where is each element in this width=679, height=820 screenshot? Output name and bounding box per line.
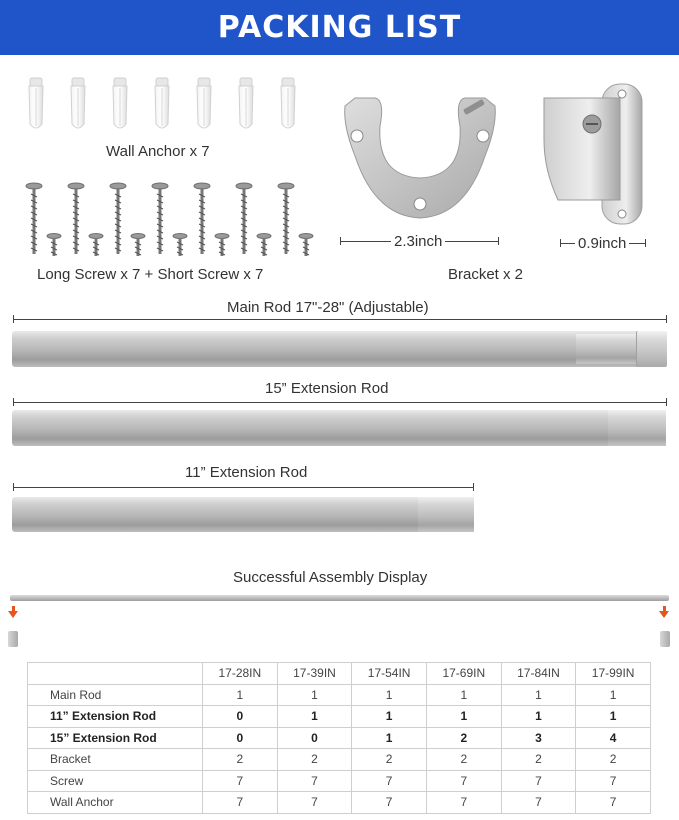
left-bracket-icon: [8, 631, 18, 647]
table-cell: 2: [576, 749, 651, 771]
table-cell: 1: [277, 706, 352, 728]
table-cell: 7: [203, 770, 278, 792]
table-cell: 0: [203, 727, 278, 749]
main-rod-dimension-end-right: [666, 315, 667, 323]
table-cell: 7: [426, 792, 501, 814]
bracket-front-illustration: [335, 86, 505, 226]
main-rod: [12, 331, 666, 367]
table-cell: 1: [501, 684, 576, 706]
extension-rod-15-dimension-line: [13, 402, 666, 403]
extension-rod-11-sleeve: [418, 497, 474, 532]
table-cell: 2: [501, 749, 576, 771]
main-rod-end-cap: [636, 331, 667, 367]
bracket-depth-dimension-end-right: [645, 239, 646, 247]
extension-rod-15-dimension-end-right: [666, 398, 667, 406]
table-cell: 0: [277, 727, 352, 749]
bracket-width-label: 2.3inch: [391, 233, 445, 250]
column-header: 17-54IN: [352, 663, 427, 685]
screws-illustration: [20, 180, 320, 260]
table-cell: 3: [501, 727, 576, 749]
wall-anchor-label: Wall Anchor x 7: [106, 143, 210, 160]
table-cell: 7: [277, 770, 352, 792]
column-header: 17-99IN: [576, 663, 651, 685]
main-rod-label: Main Rod 17"-28" (Adjustable): [227, 299, 429, 316]
table-cell: 1: [426, 706, 501, 728]
table-cell: 7: [501, 770, 576, 792]
row-label: Main Rod: [28, 684, 203, 706]
column-header: 17-69IN: [426, 663, 501, 685]
page-title: PACKING LIST: [217, 10, 462, 45]
table-cell: 2: [352, 749, 427, 771]
table-row: [28, 792, 651, 814]
table-cell: 7: [426, 770, 501, 792]
row-label: Bracket: [28, 749, 203, 771]
table-cell: 1: [426, 684, 501, 706]
extension-rod-15-sleeve: [608, 410, 666, 446]
bracket-depth-label: 0.9inch: [575, 235, 629, 252]
row-label: Screw: [28, 770, 203, 792]
assembled-rod: [10, 595, 669, 601]
table-cell: 7: [203, 792, 278, 814]
extension-rod-15: [12, 410, 666, 446]
table-row: [28, 749, 651, 771]
table-cell: 0: [203, 706, 278, 728]
row-label: Wall Anchor: [28, 792, 203, 814]
assembly-title: Successful Assembly Display: [233, 569, 428, 586]
column-header: 17-39IN: [277, 663, 352, 685]
extension-rod-11-dimension-line: [13, 487, 473, 488]
wall-anchors-illustration: [20, 74, 320, 144]
table-cell: 4: [576, 727, 651, 749]
main-rod-dimension-line: [13, 319, 666, 320]
table-cell: 7: [576, 792, 651, 814]
extension-rod-11-label: 11” Extension Rod: [185, 464, 308, 481]
table-row: [28, 706, 651, 728]
table-cell: 1: [501, 706, 576, 728]
table-cell: 2: [277, 749, 352, 771]
table-cell: 7: [501, 792, 576, 814]
table-cell: 1: [576, 706, 651, 728]
table-cell: 1: [203, 684, 278, 706]
table-cell: 1: [576, 684, 651, 706]
table-cell: 7: [352, 770, 427, 792]
column-header: 17-84IN: [501, 663, 576, 685]
packing-list-header: [0, 0, 679, 55]
bracket-side-illustration: [540, 80, 650, 230]
row-label: 11” Extension Rod: [28, 706, 203, 728]
table-row: [28, 727, 651, 749]
left-down-arrow-icon: [8, 611, 18, 618]
extension-rod-11-dimension-end-left: [13, 483, 14, 491]
bracket-label: Bracket x 2: [448, 266, 524, 283]
table-header-row: [28, 663, 651, 685]
extension-rod-15-label: 15” Extension Rod: [265, 380, 389, 397]
bracket-width-dimension-end-left: [340, 237, 341, 245]
table-cell: 7: [277, 792, 352, 814]
bracket-depth-dimension-end-left: [560, 239, 561, 247]
extension-rod-15-dimension-end-left: [13, 398, 14, 406]
table-cell: 7: [576, 770, 651, 792]
table-row: [28, 770, 651, 792]
row-label: 15” Extension Rod: [28, 727, 203, 749]
table-cell: 1: [352, 727, 427, 749]
table-corner-cell: [28, 663, 203, 685]
table-cell: 2: [203, 749, 278, 771]
screw-label: Long Screw x 7 + Short Screw x 7: [37, 266, 264, 283]
bracket-width-dimension-end-right: [498, 237, 499, 245]
table-row: [28, 684, 651, 706]
main-rod-dimension-end-left: [13, 315, 14, 323]
right-bracket-icon: [660, 631, 670, 647]
column-header: 17-28IN: [203, 663, 278, 685]
table-cell: 7: [352, 792, 427, 814]
table-cell: 1: [277, 684, 352, 706]
configuration-table: [27, 662, 651, 814]
extension-rod-11-dimension-end-right: [473, 483, 474, 491]
extension-rod-11: [12, 497, 474, 532]
table-cell: 1: [352, 706, 427, 728]
right-down-arrow-icon: [659, 611, 669, 618]
table-cell: 2: [426, 749, 501, 771]
table-cell: 2: [426, 727, 501, 749]
table-cell: 1: [352, 684, 427, 706]
